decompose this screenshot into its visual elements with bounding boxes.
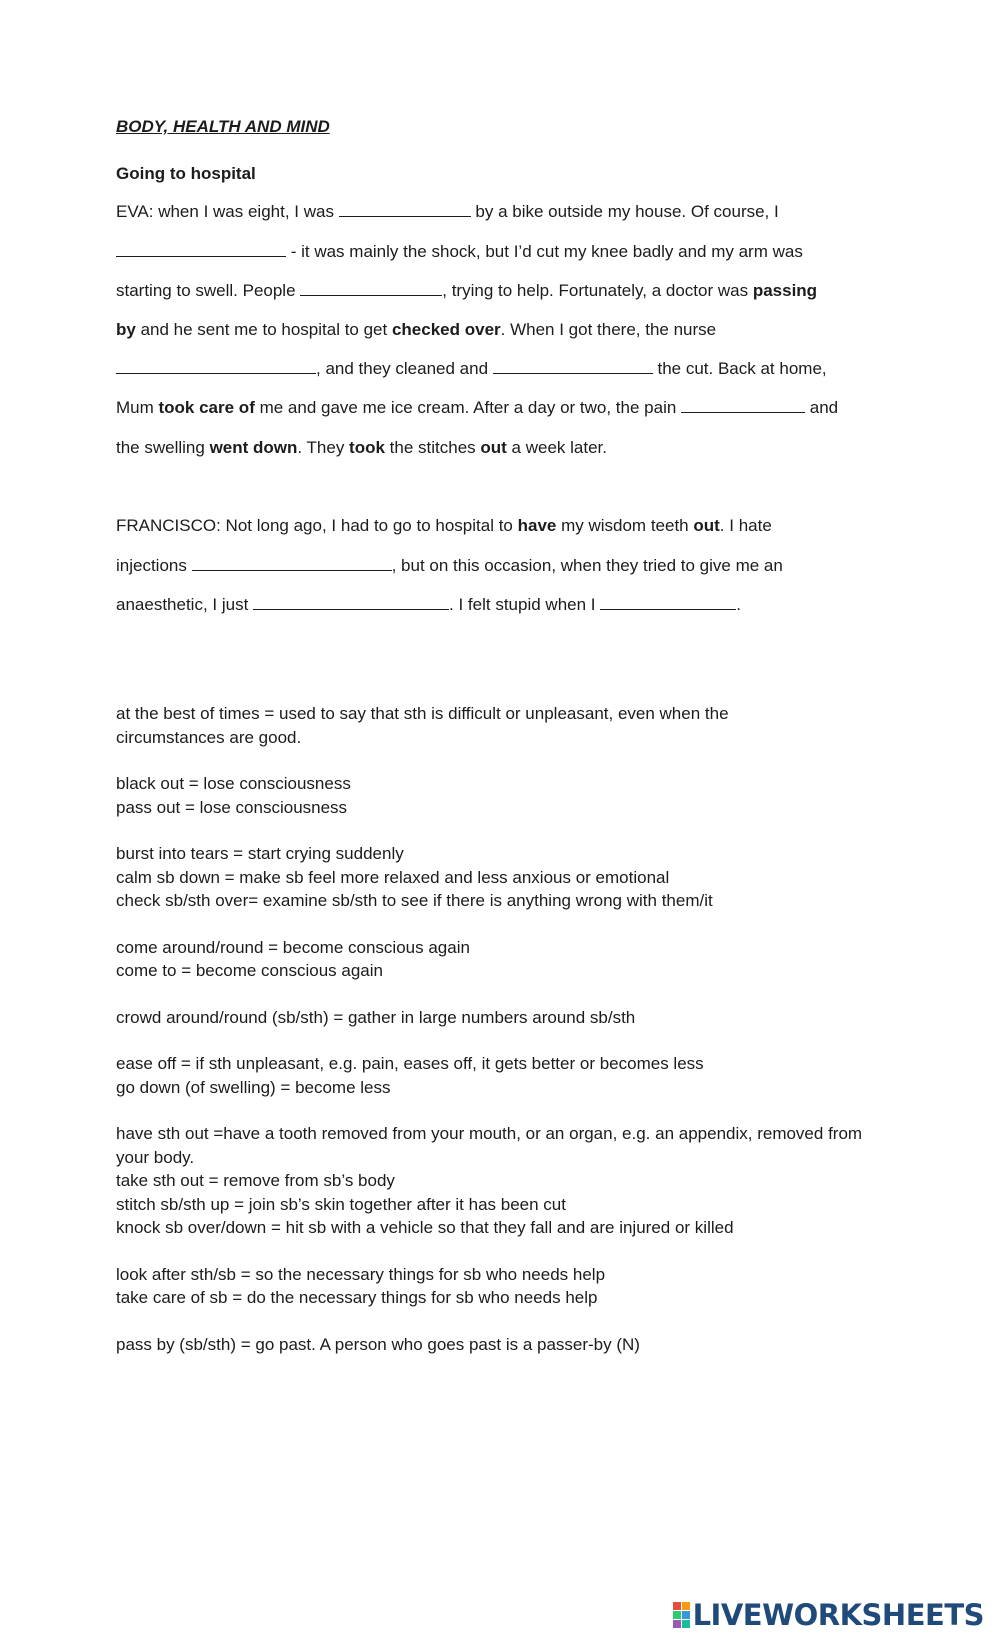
logo-square bbox=[673, 1620, 681, 1628]
eva-line-7 bbox=[116, 438, 607, 458]
glossary-entry: take care of sb = do the necessary things for sb who needs help bbox=[116, 1288, 598, 1307]
bold-phrase: checked over bbox=[391, 320, 501, 339]
section-title: Going to hospital bbox=[116, 164, 256, 183]
answer-blank-8[interactable] bbox=[253, 595, 449, 610]
answer-blank-9[interactable] bbox=[600, 595, 736, 610]
glossary-entry: calm sb down = make sb feel more relaxed and less anxious or emotional bbox=[116, 867, 670, 887]
glossary bbox=[116, 702, 896, 1379]
text: the cut. Back at home, bbox=[652, 359, 827, 378]
bold-phrase: took bbox=[349, 438, 385, 457]
logo-square bbox=[682, 1611, 690, 1619]
text: . When I got there, the nurse bbox=[500, 320, 717, 339]
text: a week later. bbox=[506, 438, 607, 457]
answer-blank-3[interactable] bbox=[300, 281, 442, 296]
glossary-entry: crowd around/round (sb/sth) = gather in large numbers around sb/sth bbox=[116, 1007, 636, 1027]
bold-phrase: passing bbox=[752, 281, 818, 300]
glossary-entry: ease off = if sth unpleasant, e.g. pain, eases off, it gets better or becomes less bbox=[116, 1054, 704, 1073]
bold-phrase: out bbox=[693, 516, 720, 535]
logo-mark-icon bbox=[673, 1602, 690, 1628]
logo-square bbox=[673, 1611, 681, 1619]
text: and he sent me to hospital to get bbox=[135, 320, 392, 339]
answer-blank-4[interactable] bbox=[116, 359, 316, 374]
bold-phrase: out bbox=[480, 438, 507, 457]
glossary-entry: burst into tears = start crying suddenly bbox=[116, 844, 404, 863]
bold-phrase: by bbox=[116, 320, 136, 339]
glossary-entry: knock sb over/down = hit sb with a vehicle so that they fall and are injured or killed bbox=[116, 1218, 734, 1237]
text: Mum bbox=[116, 398, 159, 417]
answer-blank-7[interactable] bbox=[192, 556, 392, 571]
text: anaesthetic, I just bbox=[116, 595, 254, 614]
text: me and gave me ice cream. After a day or two, the pain bbox=[254, 398, 682, 417]
glossary-entry: stitch sb/sth up = join sb’s skin together after it has been cut bbox=[116, 1194, 566, 1214]
glossary-group bbox=[116, 1052, 896, 1099]
glossary-entry: pass by (sb/sth) = go past. A person who goes past is a passer-by (N) bbox=[116, 1334, 640, 1354]
eva-line-5 bbox=[116, 359, 827, 379]
glossary-entry: look after sth/sb = so the necessary things for sb who needs help bbox=[116, 1264, 606, 1284]
glossary-group bbox=[116, 936, 896, 983]
answer-blank-2[interactable] bbox=[116, 242, 286, 257]
logo-square bbox=[673, 1602, 681, 1610]
worksheet-title: BODY, HEALTH AND MIND bbox=[116, 117, 330, 136]
eva-line-6 bbox=[116, 398, 838, 418]
liveworksheets-logo bbox=[673, 1600, 984, 1630]
eva-line-2 bbox=[116, 242, 803, 262]
answer-blank-6[interactable] bbox=[681, 398, 805, 413]
logo-text: LIVEWORKSHEETS bbox=[692, 1598, 984, 1632]
francisco-line-1 bbox=[116, 516, 772, 536]
text: starting to swell. People bbox=[116, 281, 301, 300]
glossary-group bbox=[116, 702, 896, 749]
glossary-group bbox=[116, 1263, 896, 1310]
bold-phrase: went down bbox=[209, 438, 298, 457]
glossary-group bbox=[116, 1122, 896, 1240]
bold-phrase: have bbox=[517, 516, 557, 535]
francisco-line-3 bbox=[116, 595, 741, 615]
text: FRANCISCO: Not long ago, I had to go to hospital to bbox=[116, 516, 518, 535]
eva-line-4 bbox=[116, 320, 716, 340]
glossary-group bbox=[116, 772, 896, 819]
glossary-entry: come to = become conscious again bbox=[116, 961, 383, 980]
text: the stitches bbox=[384, 438, 481, 457]
text: - it was mainly the shock, but I’d cut my knee badly and my arm was bbox=[286, 242, 803, 261]
text: EVA: when I was eight, I was bbox=[116, 202, 339, 221]
text: , but on this occasion, when they tried to give me an bbox=[391, 556, 783, 575]
text: . bbox=[736, 595, 741, 614]
eva-line-1 bbox=[116, 202, 779, 222]
eva-line-3 bbox=[116, 281, 817, 301]
text: the swelling bbox=[116, 438, 210, 457]
text: by a bike outside my house. Of course, I bbox=[470, 202, 779, 221]
bold-phrase: took care of bbox=[158, 398, 255, 417]
text: . They bbox=[297, 438, 350, 457]
glossary-group bbox=[116, 1006, 896, 1030]
glossary-group bbox=[116, 842, 896, 913]
text: , and they cleaned and bbox=[316, 359, 493, 378]
text: . I felt stupid when I bbox=[449, 595, 601, 614]
text: . I hate bbox=[719, 516, 772, 535]
logo-square bbox=[682, 1620, 690, 1628]
text: injections bbox=[116, 556, 192, 575]
logo-square bbox=[682, 1602, 690, 1610]
francisco-line-2 bbox=[116, 556, 783, 576]
glossary-entry: take sth out = remove from sb’s body bbox=[116, 1171, 395, 1190]
glossary-entry: have sth out =have a tooth removed from your mouth, or an organ, e.g. an appendix, removed from your body. bbox=[116, 1124, 863, 1167]
answer-blank-1[interactable] bbox=[339, 202, 471, 217]
glossary-group bbox=[116, 1333, 896, 1357]
glossary-entry: pass out = lose consciousness bbox=[116, 797, 348, 817]
text: and bbox=[805, 398, 839, 417]
glossary-entry: black out = lose consciousness bbox=[116, 774, 351, 793]
text: my wisdom teeth bbox=[556, 516, 694, 535]
glossary-entry: at the best of times = used to say that sth is difficult or unpleasant, even when the circumstances are good. bbox=[116, 704, 729, 747]
answer-blank-5[interactable] bbox=[493, 359, 653, 374]
text: , trying to help. Fortunately, a doctor was bbox=[442, 281, 753, 300]
glossary-entry: come around/round = become conscious again bbox=[116, 937, 470, 957]
glossary-entry: go down (of swelling) = become less bbox=[116, 1077, 391, 1097]
glossary-entry: check sb/sth over= examine sb/sth to see if there is anything wrong with them/it bbox=[116, 891, 713, 910]
